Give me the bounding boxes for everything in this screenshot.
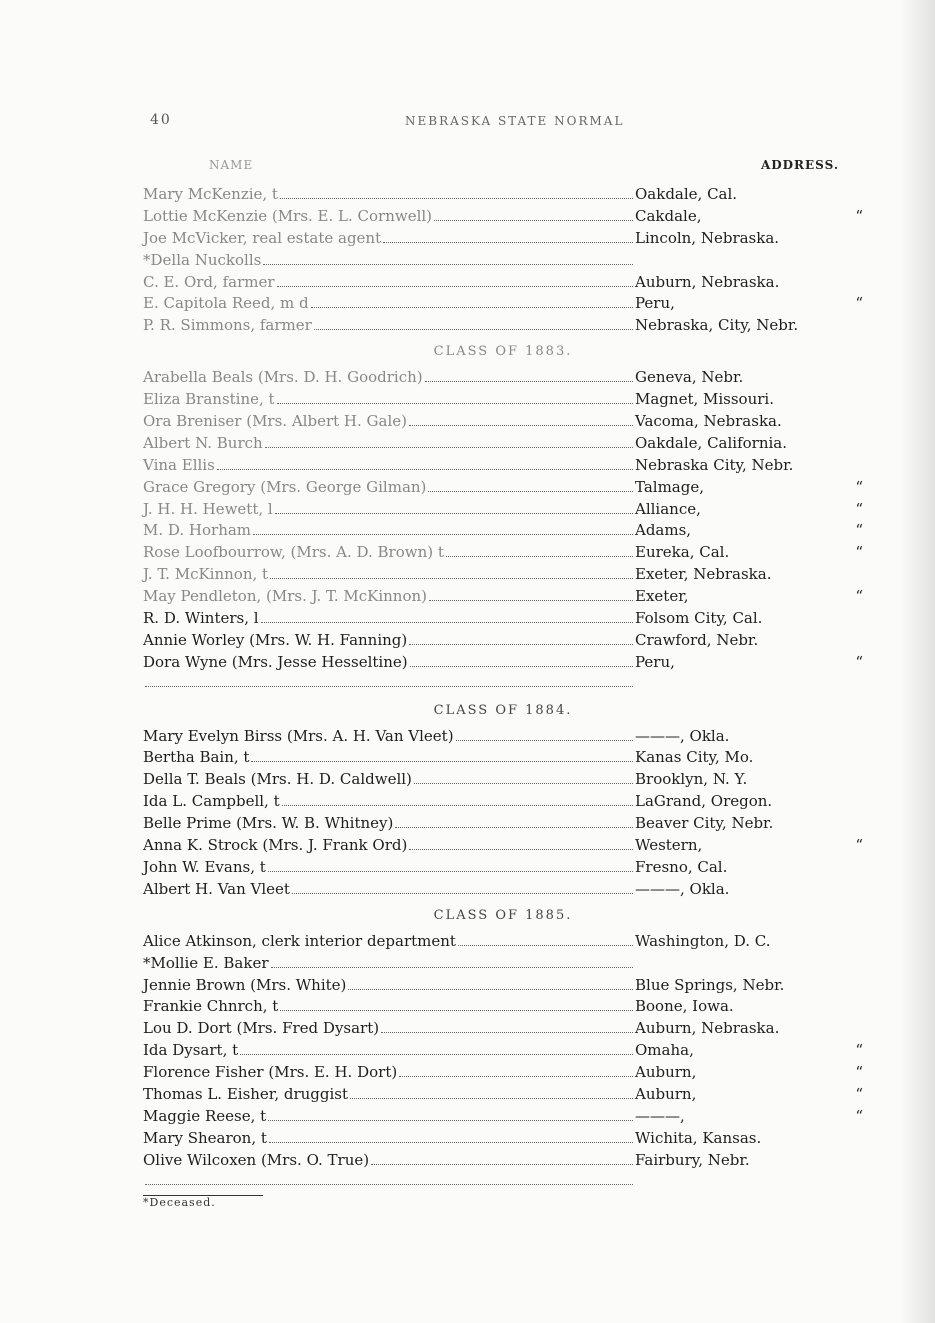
alumnus-name: Vina Ellis	[143, 455, 215, 474]
page-edge-shadow	[899, 0, 935, 1323]
alumnus-name: Florence Fisher (Mrs. E. H. Dort)	[143, 1063, 398, 1082]
dot-leader	[428, 479, 633, 492]
list-item	[143, 389, 863, 411]
list-item	[143, 674, 863, 696]
list-item	[143, 1128, 863, 1150]
alumnus-address: Geneva, Nebr.	[635, 368, 744, 387]
alumnus-address: ———,	[635, 1106, 685, 1125]
alumnus-address: Wichita, Kansas.	[635, 1128, 762, 1147]
class-1885-section	[143, 901, 863, 1194]
alumnus-name: Joe McVicker, real estate agent	[143, 228, 382, 247]
ditto-mark: “	[855, 543, 863, 562]
alumnus-address: Peru,	[635, 294, 675, 313]
alumnus-name: Eliza Branstine, t	[143, 390, 275, 409]
dot-leader	[409, 413, 633, 426]
dot-leader	[410, 654, 633, 667]
class-heading: CLASS OF 1883.	[433, 344, 573, 360]
alumnus-name: Alice Atkinson, clerk interior department	[143, 931, 456, 950]
list-item	[143, 1084, 863, 1106]
alumnus-address: Folsom City, Cal.	[635, 609, 763, 628]
alumnus-address: Auburn, Nebraska.	[635, 272, 780, 291]
alumnus-address: Magnet, Missouri.	[635, 390, 774, 409]
list-item	[143, 250, 863, 272]
ditto-mark: “	[855, 477, 863, 496]
list-item	[143, 586, 863, 608]
alumnus-address: Omaha,	[635, 1041, 694, 1060]
dot-leader	[275, 501, 633, 514]
ditto-mark: “	[855, 521, 863, 540]
alumnus-address: Nebraska City, Nebr.	[635, 455, 794, 474]
alumnus-address: Crawford, Nebr.	[635, 630, 759, 649]
dot-leader	[456, 728, 633, 741]
dot-leader	[399, 1064, 633, 1077]
alumnus-address: Exeter,	[635, 587, 689, 606]
class-1884-section	[143, 696, 863, 901]
alumnus-address: Beaver City, Nebr.	[635, 814, 774, 833]
alumnus-name: Anna K. Strock (Mrs. J. Frank Ord)	[143, 836, 408, 855]
footnote: *Deceased.	[143, 1196, 216, 1210]
dot-leader	[277, 391, 633, 404]
list-item	[143, 1172, 863, 1194]
list-item	[143, 367, 863, 389]
class-heading: CLASS OF 1884.	[433, 702, 573, 718]
journal-title: NEBRASKA STATE NORMAL	[405, 114, 625, 128]
class-1883-section	[143, 337, 863, 695]
alumnus-name: Annie Worley (Mrs. W. H. Fanning)	[143, 630, 408, 649]
dot-leader	[145, 674, 633, 687]
alumnus-name: Maggie Reese, t	[143, 1106, 267, 1125]
alumnus-address: Oakdale, Cal.	[635, 185, 738, 203]
alumnus-name: *Mollie E. Baker	[143, 953, 269, 972]
alumnus-name: Thomas L. Eisher, druggist	[143, 1084, 349, 1103]
running-head	[150, 112, 850, 136]
dot-leader	[265, 435, 633, 448]
alumnus-address: Vacoma, Nebraska.	[635, 412, 782, 431]
alumnus-name: R. D. Winters, l	[143, 609, 259, 628]
class-1882-section	[143, 184, 863, 337]
list-item	[143, 857, 863, 879]
alumnus-address: Kanas City, Mo.	[635, 748, 754, 767]
alumnus-name: C. E. Ord, farmer	[143, 272, 275, 291]
list-item	[143, 520, 863, 542]
list-item	[143, 433, 863, 455]
alumnus-address: ———, Okla.	[635, 726, 730, 745]
alumnus-name: P. R. Simmons, farmer	[143, 316, 312, 335]
ditto-mark: “	[855, 587, 863, 606]
dot-leader	[240, 1042, 633, 1055]
dot-leader	[269, 1130, 633, 1143]
dot-leader	[409, 632, 633, 645]
alumnus-address: Exeter, Nebraska.	[635, 565, 772, 584]
alumnus-name: *Della Nuckolls	[143, 250, 262, 269]
alumnus-name: Ida Dysart, t	[143, 1041, 239, 1060]
alumnus-name: Albert H. Van Vleet	[143, 879, 290, 898]
dot-leader	[348, 977, 633, 990]
alumnus-name: Della T. Beals (Mrs. H. D. Caldwell)	[143, 770, 412, 789]
list-item	[143, 1106, 863, 1128]
alumnus-name: Rose Loofbourrow, (Mrs. A. D. Brown) t	[143, 543, 444, 562]
list-item	[143, 542, 863, 564]
alumnus-name: Lottie McKenzie (Mrs. E. L. Cornwell)	[143, 206, 433, 225]
alumnus-address: Washington, D. C.	[635, 931, 771, 950]
list-item	[143, 1150, 863, 1172]
name-column-header: NAME	[209, 158, 254, 172]
alumnus-address: Blue Springs, Nebr.	[635, 975, 785, 994]
dot-leader	[217, 457, 633, 470]
list-item	[143, 726, 863, 748]
list-item	[143, 931, 863, 953]
alumnus-address: Eureka, Cal.	[635, 543, 730, 562]
list-item	[143, 272, 863, 294]
alumnus-name: Ora Breniser (Mrs. Albert H. Gale)	[143, 412, 407, 431]
ditto-mark: “	[855, 1106, 863, 1125]
dot-leader	[268, 1108, 633, 1121]
list-item	[143, 769, 863, 791]
alumnus-address: Auburn,	[635, 1063, 697, 1082]
alumnus-name: Albert N. Burch	[143, 433, 263, 452]
dot-leader	[395, 815, 633, 828]
dot-leader	[251, 749, 633, 762]
ditto-mark: “	[855, 206, 863, 225]
dot-leader	[280, 186, 633, 199]
list-item	[143, 879, 863, 901]
list-item	[143, 608, 863, 630]
alumnus-address: Fresno, Cal.	[635, 857, 728, 876]
dot-leader	[446, 544, 633, 557]
alumnus-name: J. H. H. Hewett, l	[143, 499, 273, 518]
list-item	[143, 315, 863, 337]
alumnus-address: Brooklyn, N. Y.	[635, 770, 748, 789]
alumnus-address: Lincoln, Nebraska.	[635, 228, 780, 247]
dot-leader	[371, 1152, 633, 1165]
alumnus-name: Ida L. Campbell, t	[143, 792, 280, 811]
dot-leader	[271, 955, 633, 968]
list-item	[143, 411, 863, 433]
list-item	[143, 455, 863, 477]
dot-leader	[425, 369, 633, 382]
ditto-mark: “	[855, 1063, 863, 1082]
list-item	[143, 835, 863, 857]
alumnus-address: Alliance,	[635, 499, 701, 518]
list-item	[143, 630, 863, 652]
alumnus-name: Dora Wyne (Mrs. Jesse Hesseltine)	[143, 652, 408, 671]
alumnus-name: Bertha Bain, t	[143, 748, 250, 767]
alumnus-address: Auburn,	[635, 1084, 697, 1103]
dot-leader	[282, 793, 633, 806]
list-item	[143, 953, 863, 975]
list-item	[143, 206, 863, 228]
dot-leader	[292, 881, 633, 894]
alumnus-address: Adams,	[635, 521, 692, 540]
list-item	[143, 1018, 863, 1040]
ditto-mark: “	[855, 1041, 863, 1060]
alumnus-name: J. T. McKinnon, t	[143, 565, 269, 584]
dot-leader	[314, 317, 633, 330]
alumnus-address: Peru,	[635, 652, 675, 671]
alumnus-name: Olive Wilcoxen (Mrs. O. True)	[143, 1150, 370, 1169]
alumnus-name: Grace Gregory (Mrs. George Gilman)	[143, 477, 427, 496]
alumnus-address: Oakdale, California.	[635, 433, 788, 452]
alumnus-address: Talmage,	[635, 477, 704, 496]
alumnus-name: Mary McKenzie, t	[143, 185, 278, 203]
list-item	[143, 499, 863, 521]
dot-leader	[277, 274, 633, 287]
alumnus-name: Mary Evelyn Birss (Mrs. A. H. Van Vleet)	[143, 726, 454, 745]
dot-leader	[311, 295, 633, 308]
alumnus-address: LaGrand, Oregon.	[635, 792, 773, 811]
dot-leader	[280, 998, 633, 1011]
list-item	[143, 747, 863, 769]
alumnus-name: M. D. Horham	[143, 521, 252, 540]
alumnus-name: E. Capitola Reed, m d	[143, 294, 309, 313]
alumnus-address: Nebraska, City, Nebr.	[635, 316, 799, 335]
alumnus-name: May Pendleton, (Mrs. J. T. McKinnon)	[143, 587, 427, 606]
list-item	[143, 1062, 863, 1084]
list-item	[143, 293, 863, 315]
dot-leader	[253, 522, 633, 535]
alumnus-address: Cakdale,	[635, 206, 702, 225]
list-item	[143, 184, 863, 206]
list-item	[143, 791, 863, 813]
alumnus-name: Arabella Beals (Mrs. D. H. Goodrich)	[143, 368, 423, 387]
dot-leader	[270, 566, 633, 579]
list-item	[143, 996, 863, 1018]
alumnus-address: Western,	[635, 836, 703, 855]
ditto-mark: “	[855, 1084, 863, 1103]
dot-leader	[145, 1172, 633, 1185]
column-headers	[143, 158, 863, 184]
dot-leader	[263, 252, 633, 265]
class-heading: CLASS OF 1885.	[433, 907, 573, 923]
alumnus-name: Mary Shearon, t	[143, 1128, 267, 1147]
alumnus-name: Frankie Chnrch, t	[143, 997, 279, 1016]
alumnus-name: Belle Prime (Mrs. W. B. Whitney)	[143, 814, 394, 833]
dot-leader	[350, 1086, 633, 1099]
dot-leader	[458, 933, 633, 946]
alumnus-name: Jennie Brown (Mrs. White)	[143, 975, 347, 994]
list-item	[143, 652, 863, 674]
ditto-mark: “	[855, 652, 863, 671]
ditto-mark: “	[855, 836, 863, 855]
list-item	[143, 477, 863, 499]
list-item	[143, 975, 863, 997]
alumnus-address: Boone, Iowa.	[635, 997, 734, 1016]
dot-leader	[409, 837, 633, 850]
dot-leader	[414, 771, 633, 784]
alumnus-name: Lou D. Dort (Mrs. Fred Dysart)	[143, 1019, 380, 1038]
dot-leader	[268, 859, 633, 872]
ditto-mark: “	[855, 294, 863, 313]
address-column-header: ADDRESS.	[760, 158, 839, 172]
alumnus-address: Fairbury, Nebr.	[635, 1150, 750, 1169]
alumni-list	[143, 158, 863, 1209]
page-number: 40	[150, 112, 172, 128]
list-item	[143, 228, 863, 250]
dot-leader	[381, 1020, 633, 1033]
dot-leader	[434, 208, 633, 221]
alumnus-name: John W. Evans, t	[143, 857, 266, 876]
dot-leader	[261, 610, 633, 623]
list-item	[143, 1040, 863, 1062]
list-item	[143, 564, 863, 586]
list-item	[143, 813, 863, 835]
dot-leader	[383, 230, 633, 243]
alumnus-address: Auburn, Nebraska.	[635, 1019, 780, 1038]
ditto-mark: “	[855, 499, 863, 518]
alumnus-address: ———, Okla.	[635, 879, 730, 898]
dot-leader	[429, 588, 633, 601]
